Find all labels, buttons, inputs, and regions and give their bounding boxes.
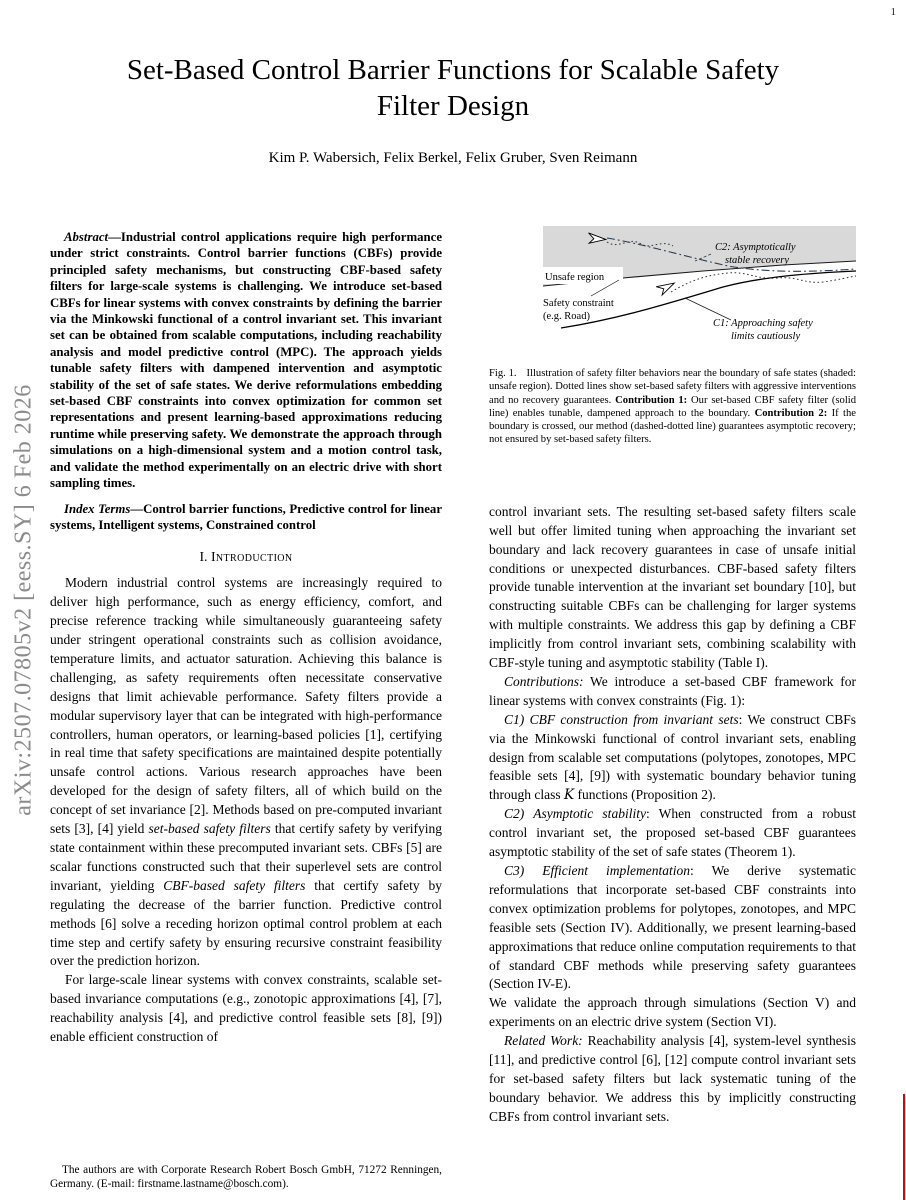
figure-1 [543,226,856,353]
related-work-label: Related Work: [504,1033,583,1049]
c1-leader-line [685,298,731,320]
figure-number-label: Fig. 1. [489,368,517,379]
c1-text: : We construct CBFs via the Minkowski functional of control invariant sets, enabling design from scalable set computations (polytopes, zonotopes, MPC feasible sets [4], [9]) with systematic boundary behavior tuning through class [489,711,856,803]
left-column [50,229,442,1047]
intro-p1-text-b: that certify safety by verifying state containment within these precomputed invariant sets. CBFs [5] are scalar functions constructed such that their superlevel sets are control invariant, yielding [50,821,442,893]
intro-p1-italic-2: CBF-based safety filters [163,877,306,893]
intro-paragraph-1 [50,574,442,971]
c2-label-line1: C2: Asymptotically [715,242,796,253]
arxiv-sidebar-label: arXiv:2507.07805v2 [eess.SY] 6 Feb 2026 [10,384,37,816]
margin-red-line [903,1094,905,1200]
contribution-c2-paragraph [489,805,856,862]
intro-p2-text: For large-scale linear systems with convex constraints, scalable set-based invariance computations (e.g., zonotopic approximations [4], [7], reachability analysis [4], and predictive control feasible sets [8], [9]) enable efficient construction of [50,972,442,1045]
c3-text: : We derive systematic reformulations that incorporate set-based CBF constraints into convex optimization problems for polytopes, zonotopes, and MPC feasible sets (Section IV). Additionally, we present learning-based approximations that reduce online computation requirements to that of standard CBF methods while preserving safety guarantees (Section IV-E). [489,863,856,992]
page-number: 1 [890,6,896,18]
intro-paragraph-2 [50,971,442,1047]
figure-1-caption [489,367,856,447]
unsafe-region-label: Unsafe region [545,272,605,283]
validation-paragraph [489,994,856,1032]
constraint-label-line1: Safety constraint [543,298,614,309]
caption-text-a: Illustration of safety filter behaviors near the boundary of safe states (shaded: unsafe region). Dotted lines show set-based safety filters with aggressive interventions and no recovery guarantees. [489,368,857,406]
caption-contribution1-label: Contribution 1: [615,394,688,406]
validation-text: We validate the approach through simulations (Section V) and experiments on an electric drive system (Section VI). [489,995,856,1030]
section-heading-introduction [50,549,442,565]
paper-title: Set-Based Control Barrier Functions for Scalable Safety Filter Design [126,54,780,123]
c1-label-line2: limits cautiously [731,331,801,342]
continuation-text: control invariant sets. The resulting set-based safety filters scale well but offer limited tuning when approaching the invariant set boundary and lack recovery guarantees in case of unsafe initial conditions or unexpected disturbances. CBF-based safety filters provide tunable intervention at the invariant set boundary [10], but constructing suitable CBFs can be challenging for larger systems with multiple constraints. We address this gap by defining a CBF implicitly from control invariant sets, combining scalability with CBF-style tuning and asymptotic stability (Table I). [489,503,856,671]
aggressive-trajectory-dotted [671,273,856,292]
abstract-text: —Industrial control applications require high performance under strict constraints. Control barrier functions (CBFs) provide principled safety mechanisms, but constructing CBF-based safety filters for large-scale systems is challenging. We introduce set-based CBFs for linear systems with convex constraints by defining the barrier via the Minkowski functional of a control invariant set. This invariant set can be obtained from scalable computations, including reachability analysis and model predictive control (MPC). The approach yields tunable safety filters with dampened intervention and asymptotic stability of the set of safe states. We derive reformulations embedding set-based CBF constraints into convex optimization for common set representations and present learning-based approximations reducing runtime while preserving safety. We demonstrate the approach through simulations on a high-dimensional system and a motion control task, and validate the method experimentally on an electric drive with short sampling times. [50,230,442,491]
contribution-c3-paragraph [489,862,856,994]
author-footnote [50,1163,442,1191]
section-number: I. [199,549,208,565]
contributions-label: Contributions: [504,673,584,689]
c2-text: : When constructed from a robust control invariant set, the proposed set-based CBF guarantees asymptotic stability of the set of safe states (Theorem 1). [489,806,856,860]
index-terms-text: —Control barrier functions, Predictive control for linear systems, Intelligent systems, Constrained control [50,501,442,532]
related-work-paragraph [489,1032,856,1127]
c1-text-2: functions (Proposition 2). [577,787,716,803]
abstract-paragraph [50,229,442,492]
abstract-label: Abstract [64,230,109,244]
intro-p1-text-c: that certify safety by regulating the decrease of the barrier function. Predictive control methods [6] solve a receding horizon optimal control problem at each time step and certify safety by ensuring recursive constraint feasibility over the prediction horizon. [50,877,442,969]
caption-contribution2-label: Contribution 2: [754,407,828,419]
c2-heading: C2) Asymptotic stability [504,806,646,822]
intro-p1-italic-1: set-based safety filters [148,821,271,837]
related-work-text: Reachability analysis [4], system-level synthesis [11], and predictive control [6], [12] compute control invariant sets for set-based safety filters but lack systematic tuning of the boundary behavior. We address this by implicitly constructing CBFs from control invariant sets. [489,1033,857,1124]
contribution-c1-paragraph [489,711,856,806]
caption-text-b: Our set-based CBF safety filter (solid line) enables tunable, dampened approach to the boundary. [489,394,856,419]
contributions-text: We introduce a set-based CBF framework for linear systems with convex constraints (Fig. 1): [489,673,856,708]
continuation-paragraph [489,503,856,673]
index-terms-label: Index Terms [64,501,131,516]
contributions-paragraph [489,673,856,711]
c3-heading: C3) Efficient implementation [504,863,691,878]
intro-p1-text-a: Modern industrial control systems are increasingly required to deliver high performance, such as energy efficiency, comfort, and precise reference tracking while simultaneously guaranteeing safety under stringent operational constraints such as collision avoidance, temperature limits, and actuator saturation. Achieving this balance is challenging, as safety requirements often necessitate conservative designs that limit achievable performance. Safety filters provide a modular supervisory layer that can be integrated with high-performance controllers, human operators, or learning-based policies [1], certifying in real time that safety specifications are maintained despite potentially unsafe control actions. Various research approaches have been developed for the design of safety filters, all of which build on the concept of set invariance [2]. Methods based on pre-computed invariant sets [3], [4] yield [50,575,442,837]
caption-text-c: If the boundary is crossed, our method (dashed-dotted line) guarantees asymptotic recovery; not ensured by set-based safety filters. [489,407,857,446]
section-title: Introduction [210,549,293,565]
c2-label-line2: stable recovery [725,255,790,266]
constraint-label-line2: (e.g. Road) [543,311,590,322]
class-k-symbol: K [564,787,575,804]
figure-1-illustration [543,226,856,348]
right-column [489,226,856,1127]
index-terms-paragraph [50,501,442,534]
c1-label-line1: C1: Approaching safety [713,318,813,329]
c1-heading: C1) CBF construction from invariant sets [504,711,739,727]
paper-authors: Kim P. Wabersich, Felix Berkel, Felix Gruber, Sven Reimann [268,150,638,166]
vehicle-icon-bottom [656,279,677,295]
footnote-text: The authors are with Corporate Research Robert Bosch GmbH, 71272 Renningen, Germany. (E-mail: firstname.lastname@bosch.com). [50,1164,442,1190]
